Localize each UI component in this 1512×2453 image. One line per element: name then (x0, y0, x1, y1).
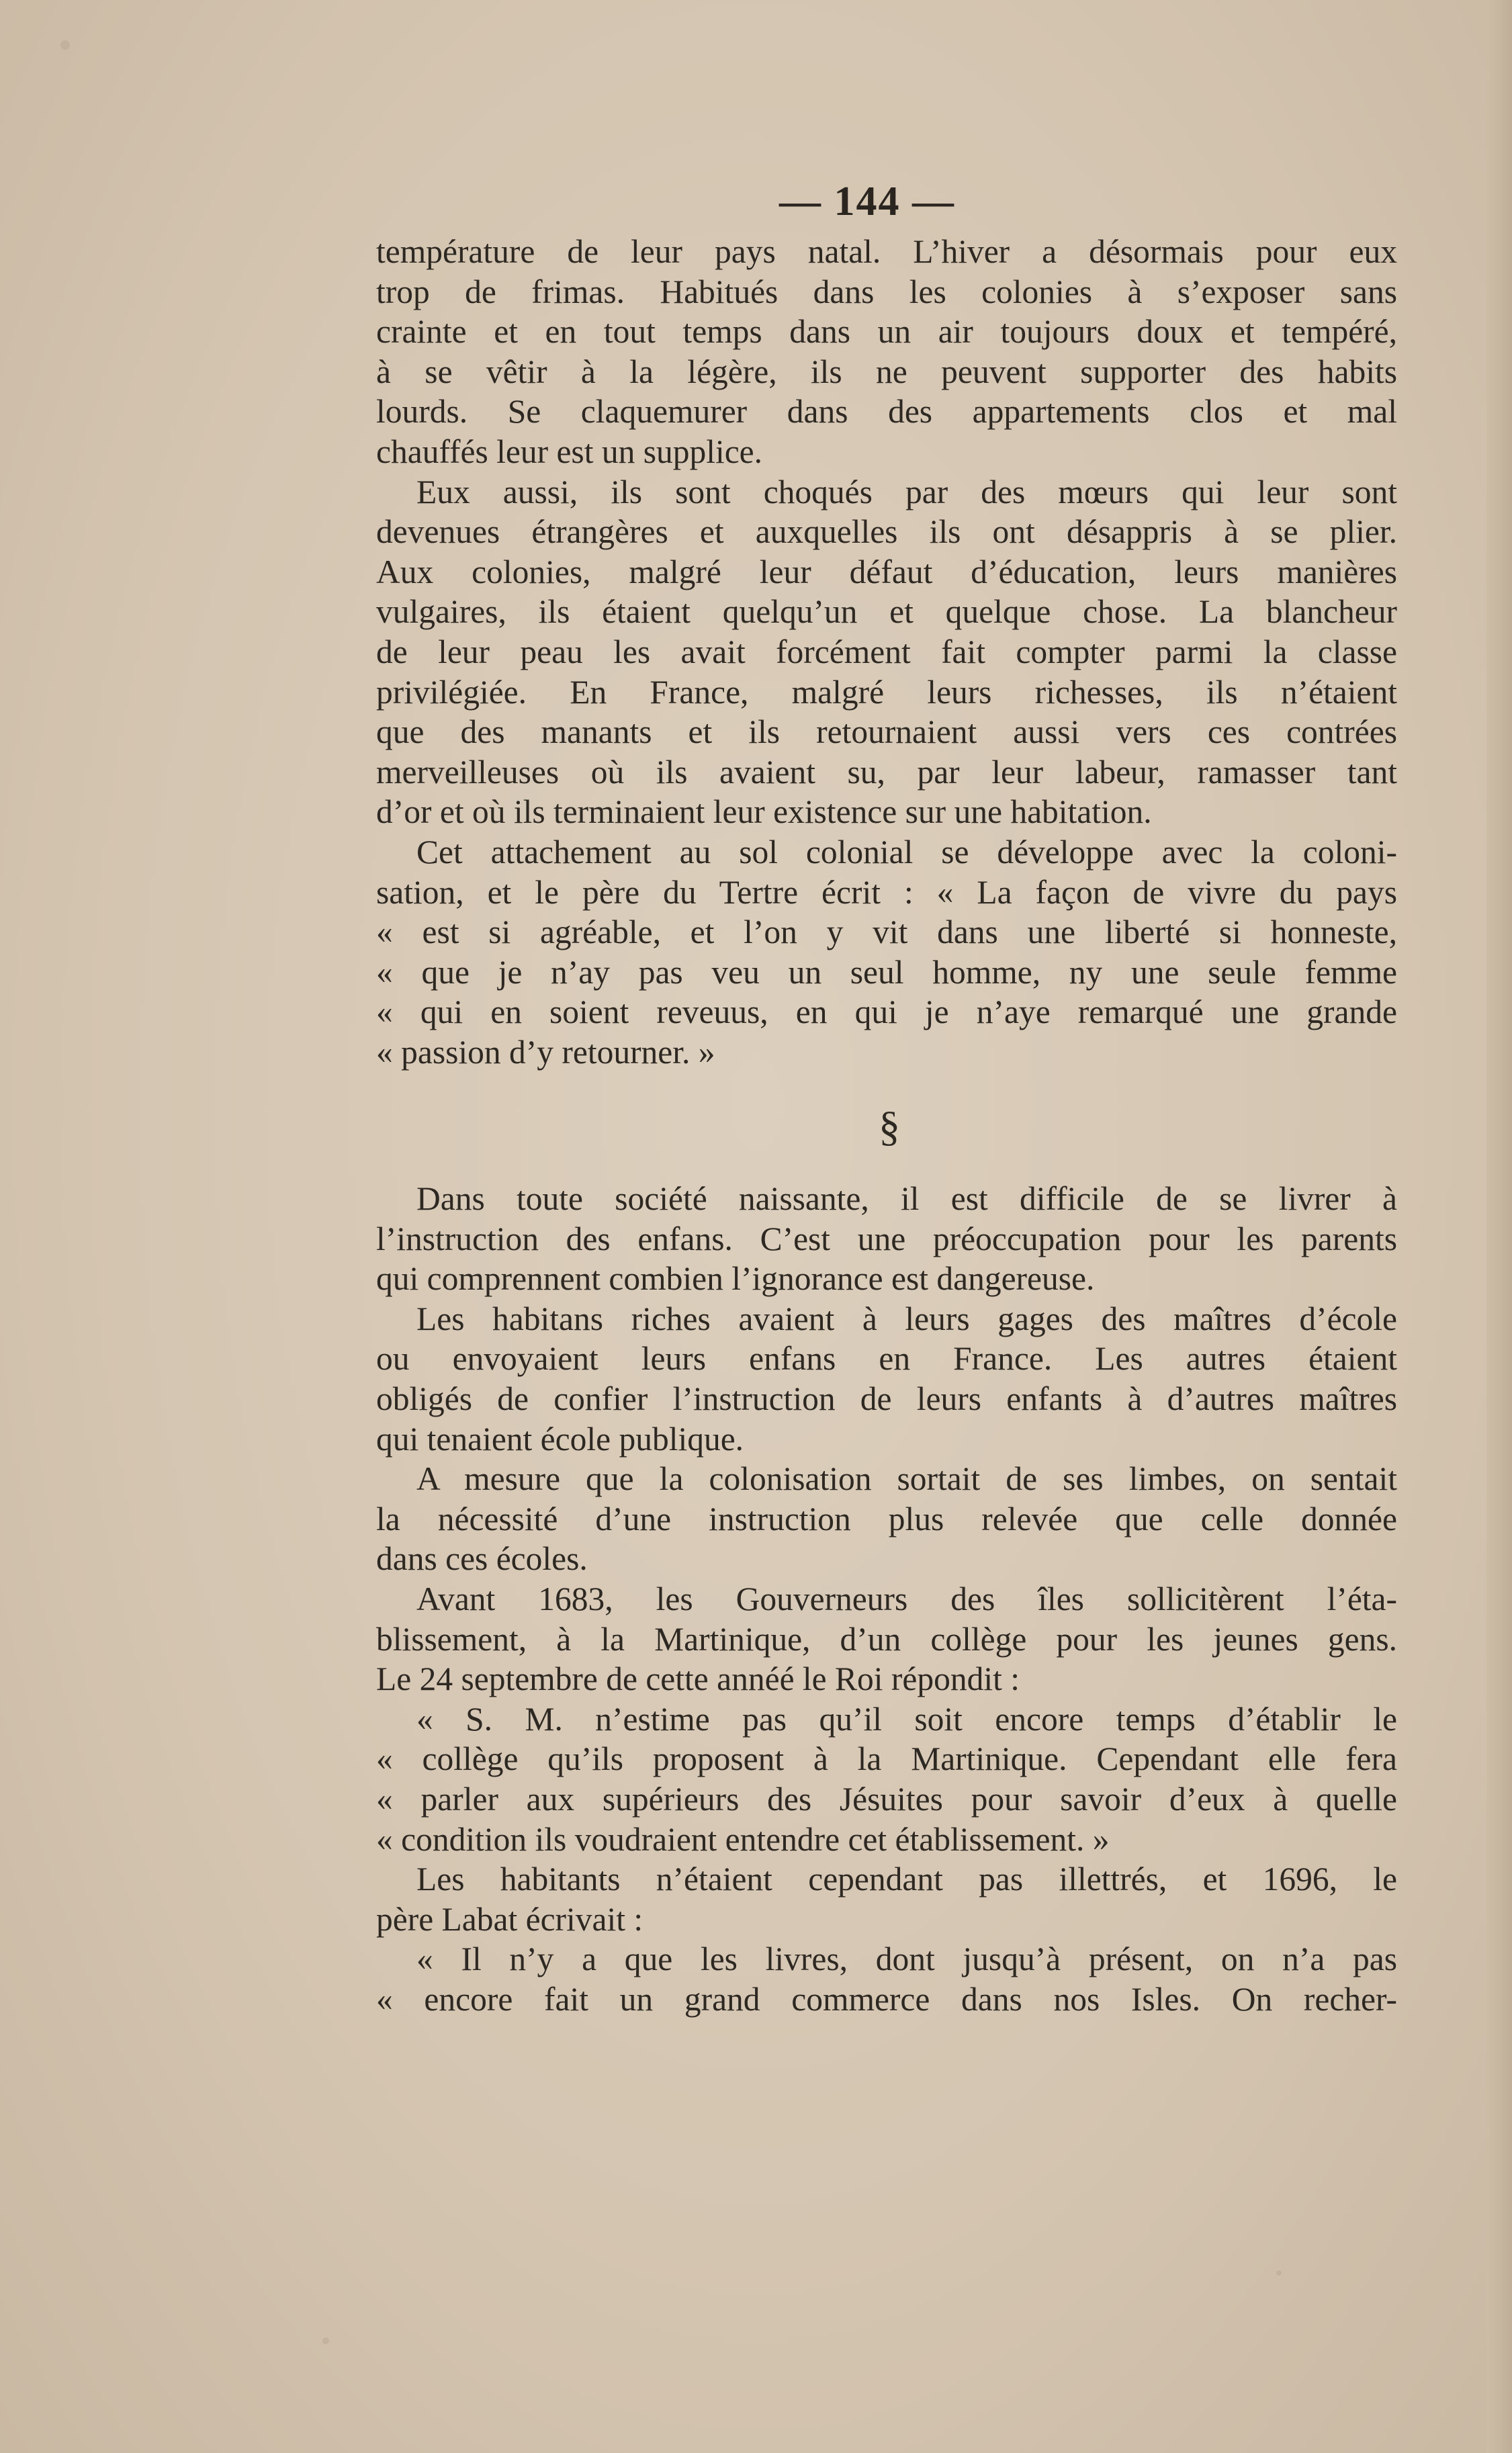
text-line: crainte et en tout temps dans un air toujours doux et tempéré, (376, 313, 1397, 351)
text-line: Eux aussi, ils sont choqués par des mœurs qui leur sont (416, 473, 1397, 510)
text-line: Les habitants n’étaient cependant pas illettrés, et 1696, le (416, 1861, 1397, 1898)
text-line: père Labat écrivait : (376, 1900, 643, 1938)
text-line: Les habitans riches avaient à leurs gages des maîtres d’école (416, 1300, 1397, 1337)
text-line: Aux colonies, malgré leur défaut d’éducation, leurs manières (376, 553, 1397, 590)
text-line: sation, et le père du Tertre écrit : « La façon de vivre du pays (376, 873, 1397, 911)
text-line: devenues étrangères et auxquelles ils ont désappris à se plier. (376, 513, 1397, 551)
text-line: blissement, à la Martinique, d’un collège pour les jeunes gens. (376, 1620, 1397, 1658)
text-line: « S. M. n’estime pas qu’il soit encore temps d’établir le (416, 1700, 1397, 1738)
section-mark: § (879, 1102, 900, 1150)
text-line: qui comprennent combien l’ignorance est dangereuse. (376, 1260, 1095, 1298)
paragraph (376, 1579, 1397, 1699)
text-line: dans ces écoles. (376, 1540, 588, 1578)
text-line: d’or et où ils terminaient leur existence sur une habitation. (376, 793, 1152, 831)
text-line: l’instruction des enfans. C’est une préoccupation pour les parents (376, 1220, 1397, 1257)
text-line: A mesure que la colonisation sortait de ses limbes, on sentait (416, 1460, 1397, 1498)
text-block-lower (376, 1179, 1397, 2019)
paragraph (376, 1699, 1397, 1859)
text-line: « collège qu’ils proposent à la Martinique. Cependant elle fera (376, 1740, 1397, 1778)
text-block-upper (376, 232, 1397, 1072)
paper-foxing (60, 40, 70, 50)
text-line: température de leur pays natal. L’hiver a désormais pour eux (376, 233, 1397, 270)
text-line: Avant 1683, les Gouverneurs des îles sollicitèrent l’éta- (416, 1580, 1397, 1617)
text-line: « parler aux supérieurs des Jésuites pour savoir d’eux à quelle (376, 1780, 1397, 1818)
text-line: privilégiée. En France, malgré leurs richesses, ils n’étaient (376, 673, 1397, 711)
text-line: « est si agréable, et l’on y vit dans une liberté si honneste, (376, 913, 1397, 951)
text-line: de leur peau les avait forcément fait compter parmi la classe (376, 633, 1397, 670)
text-line: que des manants et ils retournaient aussi vers ces contrées (376, 713, 1397, 751)
paragraph (376, 1939, 1397, 2019)
paragraph (376, 232, 1397, 472)
text-line: Le 24 septembre de cette annéé le Roi répondit : (376, 1660, 1020, 1698)
text-line: ou envoyaient leurs enfans en France. Les autres étaient (376, 1340, 1397, 1378)
text-line: vulgaires, ils étaient quelqu’un et quelque chose. La blancheur (376, 593, 1397, 631)
paragraph (376, 1299, 1397, 1459)
paper-foxing (322, 2337, 329, 2344)
text-line: chauffés leur est un supplice. (376, 433, 763, 470)
text-line: « condition ils voudraient entendre cet établissement. » (376, 1820, 1110, 1858)
text-line: « passion d’y retourner. » (376, 1033, 715, 1071)
page-edge (1486, 0, 1512, 2453)
text-line: Dans toute société naissante, il est difficile de se livrer à (416, 1180, 1397, 1217)
paragraph (376, 1459, 1397, 1579)
text-line: « qui en soient reveuus, en qui je n’aye remarqué une grande (376, 993, 1397, 1031)
paragraph (376, 832, 1397, 1073)
text-line: obligés de confier l’instruction de leurs enfants à d’autres maîtres (376, 1380, 1397, 1417)
text-line: « encore fait un grand commerce dans nos Isles. On recher- (376, 1980, 1397, 2018)
text-line: Cet attachement au sol colonial se développe avec la coloni- (416, 833, 1397, 871)
text-line: trop de frimas. Habitués dans les colonies à s’exposer sans (376, 273, 1397, 310)
text-line: « Il n’y a que les livres, dont jusqu’à présent, on n’a pas (416, 1941, 1397, 1978)
page-number: — 144 — (779, 179, 955, 224)
paragraph (376, 1859, 1397, 1939)
paper-foxing (1276, 2270, 1282, 2276)
text-line: merveilleuses où ils avaient su, par leur labeur, ramasser tant (376, 753, 1397, 791)
text-line: lourds. Se claquemurer dans des appartements clos et mal (376, 393, 1397, 431)
text-line: la nécessité d’une instruction plus relevée que celle donnée (376, 1500, 1397, 1537)
text-line: à se vêtir à la légère, ils ne peuvent supporter des habits (376, 353, 1397, 390)
paragraph (376, 472, 1397, 832)
text-line: qui tenaient école publique. (376, 1420, 744, 1458)
text-line: « que je n’ay pas veu un seul homme, ny une seule femme (376, 953, 1397, 991)
paragraph (376, 1179, 1397, 1299)
